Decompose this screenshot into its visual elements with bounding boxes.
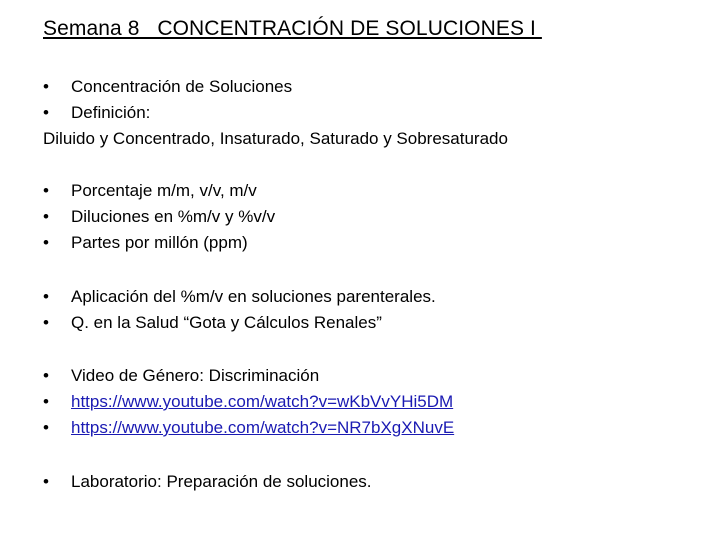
list-item <box>43 310 436 336</box>
youtube-link-1[interactable]: https://www.youtube.com/watch?v=wKbVvYHi5DM <box>71 392 454 411</box>
list-item-text: Aplicación del %m/v en soluciones parenterales. <box>71 287 436 306</box>
list-item-text: Video de Género: Discriminación <box>71 366 320 385</box>
section-concentration <box>43 74 508 152</box>
bullet-icon: • <box>43 366 49 385</box>
list-item <box>43 204 275 230</box>
bullet-icon: • <box>43 233 49 252</box>
list-item <box>43 284 436 310</box>
bullet-icon: • <box>43 207 49 226</box>
list-item <box>43 74 508 100</box>
slide-title: Semana 8 CONCENTRACIÓN DE SOLUCIONES I <box>43 17 542 40</box>
bullet-icon: • <box>43 313 49 332</box>
list-item-text: Definición: <box>71 103 151 122</box>
list-item <box>43 230 275 256</box>
bullet-icon: • <box>43 77 49 96</box>
bullet-icon: • <box>43 418 49 437</box>
bullet-icon: • <box>43 472 49 491</box>
list-item-text: Diluciones en %m/v y %v/v <box>71 207 276 226</box>
bullet-icon: • <box>43 181 49 200</box>
section-video <box>43 363 454 441</box>
list-item <box>43 389 454 415</box>
section-lab <box>43 469 372 495</box>
list-item-text: Q. en la Salud “Gota y Cálculos Renales” <box>71 313 382 332</box>
list-item <box>43 415 454 441</box>
list-item-text: Partes por millón (ppm) <box>71 233 248 252</box>
list-item <box>43 178 275 204</box>
definition-continuation: Diluido y Concentrado, Insaturado, Saturado y Sobresaturado <box>43 129 508 148</box>
bullet-icon: • <box>43 392 49 411</box>
list-item <box>43 363 454 389</box>
bullet-icon: • <box>43 287 49 306</box>
youtube-link-2[interactable]: https://www.youtube.com/watch?v=NR7bXgXNuvE <box>71 418 455 437</box>
list-item <box>43 469 372 495</box>
list-item-text: Porcentaje m/m, v/v, m/v <box>71 181 257 200</box>
section-percentages <box>43 178 275 256</box>
list-item-text: Concentración de Soluciones <box>71 77 293 96</box>
bullet-icon: • <box>43 103 49 122</box>
list-item <box>43 100 508 126</box>
list-item-text: Laboratorio: Preparación de soluciones. <box>71 472 372 491</box>
section-applications <box>43 284 436 336</box>
